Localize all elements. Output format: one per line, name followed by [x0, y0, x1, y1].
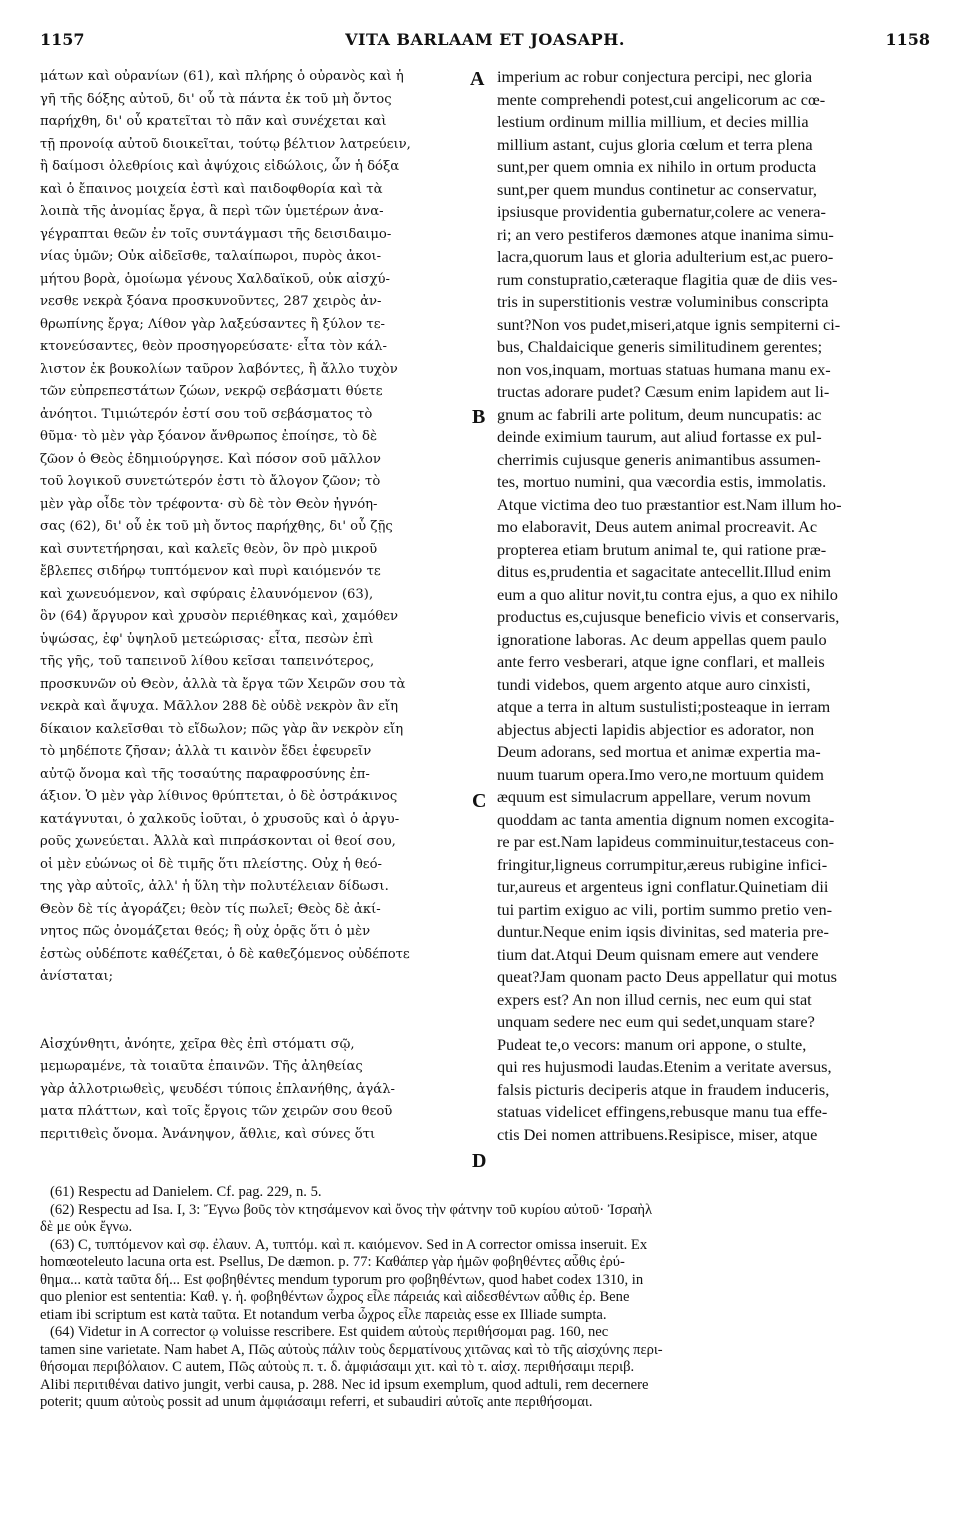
footnote-line: Alibi περιτιθέναι dativo jungit, verbi causa, p. 288. Nec id ipsum exemplum, quod adtuli, rem decernere	[40, 1376, 649, 1393]
greek-text-line: ὃν (64) ἄργυρον καὶ χρυσὸν περιέθηκας καὶ, χαμόθεν	[40, 609, 399, 624]
latin-text-line: statuas videlicet effingens,rebusque manu tua effe-	[497, 1102, 828, 1121]
greek-text-column	[40, 66, 470, 1146]
section-marker-b: B	[472, 406, 486, 428]
greek-text-line: ροῦς χωνεύεται. Ἀλλὰ καὶ πιπράσκονται οἱ θεοί σου,	[40, 834, 396, 849]
greek-text-line: οἱ μὲν εὐώνως οἱ δὲ τιμῆς ὅτι πλείστης. Οὐχ ἡ θεό-	[40, 856, 382, 872]
running-title: VITA BARLAAM ET JOASAPH.	[345, 30, 625, 49]
latin-text-line: imperium ac robur conjectura percipi, nec gloria	[497, 67, 813, 86]
greek-text-line: μήτου βορὰ, ὁμοίωμα γένους Χαλδαϊκοῦ, οὐκ αἰσχύ-	[40, 271, 391, 287]
latin-text-line: expers est? An non illud cernis, nec eum qui stat	[497, 989, 812, 1009]
latin-text-column	[497, 66, 937, 1146]
greek-text-line	[40, 1011, 470, 1034]
latin-text-line: qui res hujusmodi laudas.Etenim a veritate aversus,	[497, 1057, 832, 1076]
latin-text-line: tundi videbos, quem argento atque auro cinxisti,	[497, 674, 811, 694]
greek-text-line: ἔβλεπες σιδήρῳ τυπτόμενον καὶ πυρὶ καιόμενόν τε	[40, 564, 381, 579]
greek-text-line: τοῦ λογικοῦ συνετώτερόν ἐστι τὸ ἄλογον ζῶον; τὸ	[40, 474, 381, 489]
greek-text-line: Αἰσχύνθητι, ἀνόητε, χεῖρα θὲς ἐπὶ στόματι σῷ,	[40, 1036, 355, 1052]
greek-text-line: δίκαιον καλεῖσθαι τὸ εἴδωλον; πῶς γὰρ ἂν νεκρὸν εἴη	[40, 721, 404, 737]
latin-text-line: æquum est simulacrum appellare, verum novum	[497, 787, 811, 806]
greek-text-line: παρήχθη, δι' οὗ κρατεῖται τὸ πᾶν καὶ συνέχεται καὶ	[40, 114, 387, 129]
page-header	[40, 30, 930, 56]
greek-text-line: καὶ συντετήρησαι, καὶ καλεῖς θεὸν, ὃν πρὸ μικροῦ	[40, 541, 378, 557]
section-marker-a: A	[470, 68, 485, 90]
footnote-line: poterit; quum αὐτοὺς possit ad unum ἀμφιάσαιμι referri, et subaudiri αὐτοῖς ante περιθήσομαι.	[40, 1394, 593, 1410]
latin-text-line: nuum tuarum opera.Imo vero,ne mortuum quidem	[497, 764, 824, 784]
greek-text-line: άξιον. Ὁ μὲν γὰρ λίθινος θρύπτεται, ὁ δὲ ὀστράκινος	[40, 789, 398, 804]
footnote-line: (64) Videtur in A corrector ῳ voluisse rescribere. Est quidem αὐτοὺς περιθήσομαι pag. 160, nec	[50, 1324, 609, 1340]
greek-text-line: νίας ὑμῶν; Οὐκ αἰδεῖσθε, ταλαίπωροι, πυρὸς ἀκοι-	[40, 249, 382, 264]
greek-text-line: καὶ ὁ ἔπαινος μοιχεία ἐστὶ καὶ παιδοφθορία καὶ τὰ	[40, 181, 383, 197]
latin-text-line: non vos,inquam, mortuas statuas humana manu ex-	[497, 359, 831, 379]
greek-text-line: ἑστὼς οὐδέποτε καθέζεται, ὁ δὲ καθεζόμενος οὐδέποτε	[40, 946, 410, 962]
greek-text-line: νεσθε νεκρὰ ξόανα προσκυνοῦντες, 287 χειρὸς ἀν-	[40, 294, 382, 309]
greek-text-line: κτονεύσαντες, θεὸν προσηγορεύσατε· εἶτα τὸν κάλ-	[40, 339, 387, 354]
greek-text-line	[40, 989, 470, 1012]
latin-text-line: Pudeat te,o vecors: manum ori appone, o stulte,	[497, 1034, 807, 1054]
greek-text-line: γῆ τῆς δόξης αὐτοῦ, δι' οὗ τὰ πάντα ἐκ τοῦ μὴ ὄντος	[40, 91, 392, 107]
latin-text-line: tium dat.Atqui Deum quisnam emere aut vendere	[497, 944, 819, 964]
latin-text-line: duntur.Neque enim iqsis divinitas, sed materia pre-	[497, 922, 829, 941]
latin-text-line: productus es,cujusque beneficio vivis et conservaris,	[497, 607, 840, 626]
greek-text-line: θῦμα· τὸ μὲν γὰρ ξόανον ἄνθρωπος ἐποίησε, τὸ δὲ	[40, 429, 378, 444]
latin-text-line: mente comprehendi potest,cui angelicorum ac cœ-	[497, 89, 826, 109]
latin-text-line: lestium ordinum millia millium, et decies millia	[497, 112, 809, 131]
latin-text-line: millium astant, cujus gloria cœlum et terra plena	[497, 134, 813, 154]
latin-text-line: deinde eximium taurum, aut aliud fortasse ex pul-	[497, 427, 822, 446]
greek-text-line: ἀνόητοι. Τιμιώτερόν ἐστί σου τοῦ σεβάσματος τὸ	[40, 406, 373, 422]
latin-text-line: quoddam ac tanta amentia dignum nomen excogita-	[497, 809, 835, 829]
greek-text-line: σας (62), δι' οὗ ἐκ τοῦ μὴ ὄντος παρήχθης, δι' οὗ ζῇς	[40, 519, 393, 534]
footnote-line: θήσομαι περιβόλαιον. C autem, Πῶς αὐτοὺς π. τ. δ. ἀμφιάσαιμι χιτ. καὶ τὸ τ. αἰσχ. περιθήσαιμι περιβ.	[40, 1359, 635, 1375]
footnote-line: homœoteleuto lacuna orta est. Psellus, De dæmon. p. 77: Καθάπερ γὰρ ἡμῶν φοβηθέντες αὖθις ἐρύ-	[40, 1254, 625, 1270]
latin-text-line: ri; an vero pestiferos dæmones atque inanima simu-	[497, 224, 834, 244]
latin-text-line: ipsiusque providentia gubernatur,colere ac venera-	[497, 202, 826, 221]
greek-text-line: καὶ χωνευόμενον, καὶ σφύραις ἐλαυνόμενον (63),	[40, 586, 374, 602]
footnote-line: quo plenior est sententia: Καθ. γ. ἡ. φοβηθέντων ὦχρος εἶλε πάρειάς καὶ αἰδεσθέντων αὖθις ἐρ. Bene	[40, 1289, 630, 1305]
latin-text-line: tes, mortuo numini, qua væcordia estis, immolatis.	[497, 472, 827, 491]
greek-text-line: μὲν γὰρ οἶδε τὸν τρέφοντα· σὺ δὲ τὸν Θεὸν ἠγνόη-	[40, 496, 378, 512]
latin-text-line: falsis picturis deciperis atque in fraudem induceris,	[497, 1079, 830, 1099]
latin-text-line: tui partim exiguo ac vili, portim summo pretio ven-	[497, 899, 833, 919]
latin-text-line: tructas adorare pudet? Cæsum enim lapidem aut li-	[497, 382, 830, 401]
greek-text-line: ὑψώσας, ἐφ' ὑψηλοῦ μετεώρισας· εἶτα, πεσὼν ἐπὶ	[40, 631, 374, 647]
latin-text-line: ditus es,prudentia et sagacitate antecellit.Illud enim	[497, 562, 832, 581]
latin-text-line: atque a terra in altum sustulisti;posteaque in ierram	[497, 697, 831, 716]
latin-text-line: tris in superstitionis vestræ voluminibus conscripta	[497, 292, 829, 311]
footnote-line: δὲ με οὐκ ἔγνω.	[40, 1219, 133, 1235]
greek-text-line: τῆς γῆς, τοῦ ταπεινοῦ λίθου κεῖσαι ταπεινότερος,	[40, 654, 375, 669]
latin-text-line: ctis Dei nomen attribuens.Resipisce, miser, atque	[497, 1124, 818, 1144]
section-marker-c: C	[472, 790, 487, 812]
greek-text-line: νητος πῶς ὀνομάζεται θεός; ἢ οὐχ ὁρᾷς ὅτι ὁ μὲν	[40, 924, 371, 939]
greek-text-line: γέγραπται θεῶν ἐν τοῖς συντάγμασι τῆς δεισιδαιμο-	[40, 226, 392, 242]
greek-text-line: νεκρὰ καὶ ἄψυχα. Μᾶλλον 288 δὲ οὐδὲ νεκρὸν ἂν εἴη	[40, 699, 399, 714]
footnote-line: etiam ibi scriptum est κατὰ ταῦτα. Et notandum verba ὦχρος εἶλε παρειὰς esse ex Illiade sumpta.	[40, 1306, 607, 1323]
page-number-right: 1158	[885, 30, 930, 49]
greek-text-line: αὐτῷ ὄνομα καὶ τῆς τοσαύτης παραφροσύνης ἐπ-	[40, 766, 370, 782]
greek-text-line: λιστον ἐκ βουκολίων ταῦρον λαβόντες, ἢ ἄλλο τυχὸν	[40, 361, 398, 377]
greek-text-line: Θεὸν δὲ τίς ἀγοράζει; θεὸν τίς πωλεῖ; Θεὸς δὲ ἀκί-	[40, 901, 381, 917]
latin-text-line: gnum ac fabrili arte politum, deum nuncupatis: ac	[497, 404, 822, 424]
footnote-line: θημα... κατὰ ταῦτα δή... Est φοβηθέντες mendum typorum pro φοβηθέντων, quod habet codex 1310, in	[40, 1271, 644, 1288]
latin-text-line: Deum adorans, sed mortua et animæ expertia ma-	[497, 742, 821, 761]
latin-text-line: mo elaboravit, Deus autem animal procreavit. Ac	[497, 517, 818, 536]
latin-text-line: sunt,per quem omnia ex nihilo in ortum producta	[497, 157, 817, 176]
greek-text-line: ματα πλάττων, καὶ τοῖς ἔργοις τῶν χειρῶν σου θεοῦ	[40, 1104, 393, 1119]
footnote-line: (63) C, τυπτόμενον καὶ σφ. ἐλαυν. A, τυπτόμ. καὶ π. καιόμενον. Sed in A corrector omissa inseruit. Ex	[50, 1236, 648, 1253]
footnote-line: (62) Respectu ad Isa. I, 3: Ἔγνω βοῦς τὸν κτησάμενον καὶ ὄνος τὴν φάτνην τοῦ κυρίου αὐτοῦ· Ἰσραὴλ	[50, 1201, 653, 1218]
latin-text-line: rum constupratio,cæteraque flagitia quæ de diis ves-	[497, 269, 838, 289]
footnote-line: (61) Respectu ad Danielem. Cf. pag. 229, n. 5.	[50, 1184, 322, 1200]
latin-text-line: unquam sedere nec eum qui sedet,unquam stare?	[497, 1012, 815, 1031]
greek-text-line: κατάγνυται, ὁ χαλκοῦς ἰοῦται, ὁ χρυσοῦς καὶ ὁ ἀργυ-	[40, 811, 400, 827]
greek-text-line: ζῶον ὁ Θεὸς ἐδημιούργησε. Καὶ πόσον σοῦ μᾶλλον	[40, 451, 381, 467]
greek-text-line: μάτων καὶ οὐρανίων (61), καὶ πλήρης ὁ οὐρανὸς καὶ ἡ	[40, 69, 404, 84]
latin-text-line: tur,aureus et argenteus igni conflatur.Quinetiam dii	[497, 877, 829, 896]
latin-text-line: Atque victima deo tuo præstantior est.Nam illum ho-	[497, 494, 842, 514]
greek-text-line: μεμωραμένε, τὰ τοιαῦτα ἐπαινῶν. Τῆς ἀληθείας	[40, 1059, 363, 1074]
footnotes	[40, 1184, 930, 1412]
footnote-line: tamen sine varietate. Nam habet A, Πῶς αὐτοὺς πάλιν τοὺς δερματίνους χιτῶνας καὶ τὸ τῆς αἰσχύνης περι-	[40, 1341, 663, 1358]
greek-text-line: προσκυνῶν οὐ Θεὸν, ἀλλὰ τὰ ἔργα τῶν Χειρῶν σου τὰ	[40, 676, 406, 692]
page-number-left: 1157	[40, 30, 85, 49]
latin-text-line: cherrimis cujusque generis animantibus assumen-	[497, 449, 821, 469]
latin-text-line: fringitur,ligneus corrumpitur,æreus rubigine infici-	[497, 854, 828, 874]
latin-text-line: eum a quo alitur novit,tu contra ejus, a quo ex nihilo	[497, 584, 838, 604]
latin-text-line: ante ferro vesberari, atque igne conflari, et malleis	[497, 652, 825, 671]
greek-text-line: θρωπίνης ἔργα; Λίθον γὰρ λαξεύσαντες ἢ ξύλον τε-	[40, 316, 386, 332]
latin-text-line: queat?Jam quonam pacto Deus appellatur qui motus	[497, 967, 838, 986]
greek-text-line: τῇ προνοίᾳ αὐτοῦ διοικεῖται, τούτῳ βέλτιον λατρεύειν,	[40, 136, 411, 152]
greek-text-line: τὸ μηδέποτε ζῆσαν; ἀλλὰ τι καινὸν ἔδει ἐφευρεῖν	[40, 744, 372, 759]
section-marker-d: D	[472, 1150, 487, 1172]
latin-text-line: ignoratione laboras. Ac deum appellas quem paulo	[497, 629, 827, 649]
latin-text-line: abjectus abjecti lapidis abjectior es adorator, non	[497, 719, 815, 739]
greek-text-line: γὰρ ἀλλοτριωθεὶς, ψευδέσι τύποις ἐπλανήθης, ἀγάλ-	[40, 1081, 396, 1097]
latin-text-line: bus, Chaldaicique generis similitudinem gerentes;	[497, 337, 823, 356]
greek-text-line: της γὰρ αὐτοῖς, ἀλλ' ἡ ὕλη τὴν πολυτέλειαν δίδωσι.	[40, 879, 389, 894]
latin-text-line: re par est.Nam lapideus comminuitur,testaceus con-	[497, 832, 835, 851]
greek-text-line: τῶν εὐπρεπεστάτων ζώων, νεκρῷ σεβάσματι θύετε	[40, 384, 383, 399]
greek-text-line: ἀνίσταται;	[40, 969, 114, 984]
greek-text-line: ἢ δαίμοσι ὀλεθρίοις καὶ ἀψύχοις εἰδώλοις, ὧν ἡ δόξα	[40, 159, 400, 174]
latin-text-line: lacra,quorum laus et gloria adulterium est,ac puero-	[497, 247, 834, 266]
latin-text-line: sunt,per quem mundus continetur ac conservatur,	[497, 179, 817, 199]
greek-text-line: περιτιθεὶς ὄνομα. Ἀνάνηψον, ἄθλιε, καὶ σύνες ὅτι	[40, 1126, 376, 1142]
latin-text-line: sunt?Non vos pudet,miseri,atque ignis sempiterni ci-	[497, 314, 841, 334]
latin-text-line: propterea etiam brutum animal te, qui ratione præ-	[497, 539, 827, 559]
greek-text-line: λοιπὰ τῆς ἀνομίας ἔργα, ἃ περὶ τῶν ὑμετέρων ἀνα-	[40, 204, 384, 219]
